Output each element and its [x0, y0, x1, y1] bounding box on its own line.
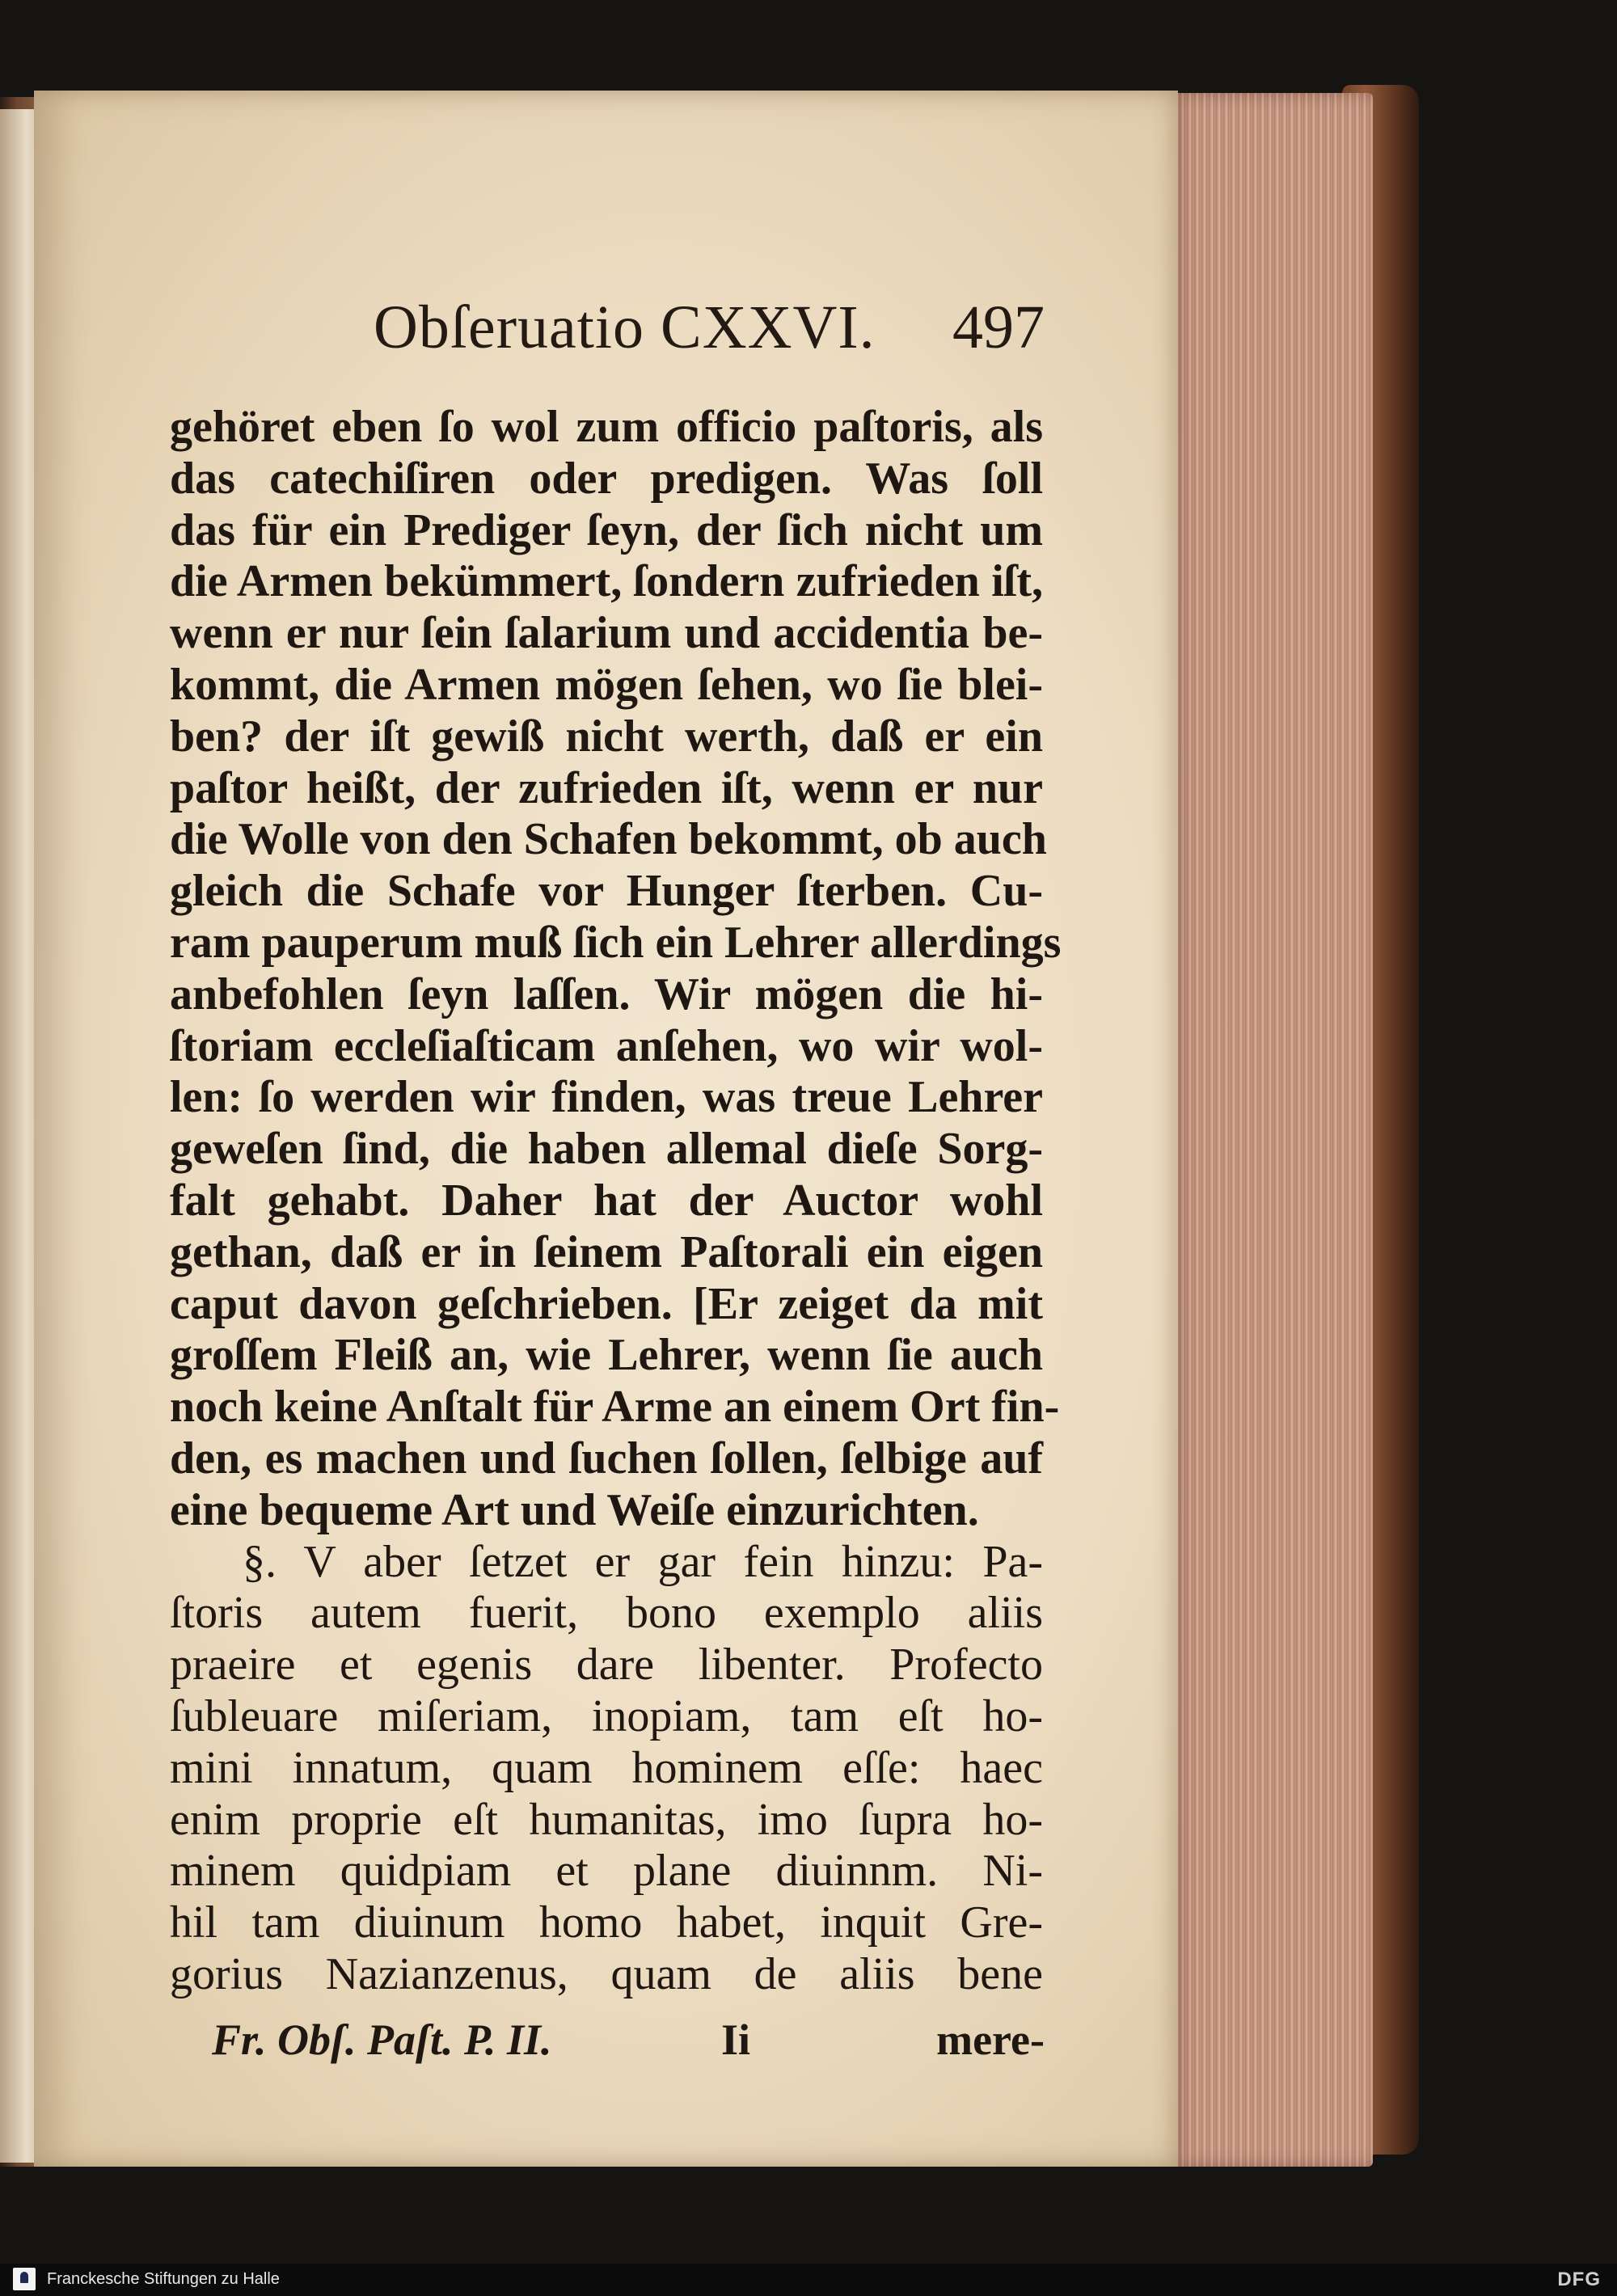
text-line: ram pauperum muß ſich ein Lehrer allerdings — [170, 917, 1062, 968]
body-text — [170, 402, 1062, 2001]
text-line: hil tam diuinum homo habet, inquit Gre- — [170, 1897, 1043, 1948]
text-line: eine bequeme Art und Weiſe einzurichten. — [170, 1484, 979, 1535]
text-line: caput davon geſchrieben. [Er zeiget da mit — [170, 1278, 1043, 1329]
text-line: ſubleuare miſeriam, inopiam, tam eſt ho- — [170, 1690, 1043, 1741]
bottom-bar — [0, 2264, 1617, 2296]
text-line: praeire et egenis dare libenter. Profecto — [170, 1640, 1043, 1690]
page-number: 497 — [952, 293, 1045, 361]
text-line: mini innatum, quam hominem eſſe: haec — [170, 1742, 1043, 1793]
institution-name: Franckesche Stiftungen zu Halle — [47, 2270, 280, 2288]
dfg-logo: DFG — [1557, 2269, 1601, 2290]
text-line: den, es machen und ſuchen ſollen, ſelbige auf — [170, 1433, 1043, 1484]
page-header — [374, 293, 1045, 361]
text-line: ben? der iſt gewiß nicht werth, daß er ein — [170, 711, 1043, 762]
text-line: paſtor heißt, der zufrieden iſt, wenn er nur — [170, 762, 1043, 813]
text-line: die Armen bekümmert, ſondern zufrieden iſt, — [170, 556, 1043, 607]
text-line: gleich die Schafe vor Hunger ſterben. Cu- — [170, 866, 1043, 917]
text-line: gorius Nazianzenus, quam de aliis bene — [170, 1948, 1043, 1999]
running-title: Obſeruatio CXXVI. — [374, 293, 876, 361]
text-line: falt gehabt. Daher hat der Auctor wohl — [170, 1175, 1043, 1226]
text-line: ſtoris autem fuerit, bono exemplo aliis — [170, 1588, 1043, 1639]
catchword: mere- — [936, 2015, 1045, 2064]
text-line: enim proprie eſt humanitas, imo ſupra ho- — [170, 1794, 1043, 1845]
text-line: wenn er nur ſein ſalarium und accidentia be- — [170, 608, 1043, 659]
text-line: §. V aber ſetzet er gar fein hinzu: Pa- — [243, 1536, 1043, 1587]
footer-signature: Fr. Obſ. Paſt. P. II. — [212, 2015, 552, 2064]
text-line: gethan, daß er in ſeinem Paſtorali ein eigen — [170, 1226, 1043, 1277]
text-line: das für ein Prediger ſeyn, der ſich nicht um — [170, 504, 1043, 555]
text-line: minem quidpiam et plane diuinnm. Ni- — [170, 1846, 1043, 1897]
text-line: len: ſo werden wir finden, was treue Lehrer — [170, 1072, 1043, 1123]
text-line: das catechiſiren oder predigen. Was ſoll — [170, 453, 1043, 504]
sheet-signature: Ii — [721, 2015, 751, 2064]
text-line: anbefohlen ſeyn laſſen. Wir mögen die hi- — [170, 969, 1043, 1019]
institution-logo-icon — [13, 2268, 36, 2290]
text-line: ſtoriam eccleſiaſticam anſehen, wo wir wol- — [170, 1020, 1043, 1071]
text-line: kommt, die Armen mögen ſehen, wo ſie blei- — [170, 659, 1043, 710]
book-page — [34, 91, 1178, 2167]
text-line: geweſen ſind, die haben allemal dieſe Sorg- — [170, 1124, 1043, 1175]
page-footer — [212, 2015, 1045, 2071]
left-page-edge — [0, 109, 37, 2163]
text-line: gehöret eben ſo wol zum officio paſtoris, als — [170, 402, 1043, 452]
page-edges — [1171, 93, 1373, 2167]
text-line: noch keine Anſtalt für Arme an einem Ort fin- — [170, 1382, 1060, 1433]
text-line: die Wolle von den Schafen bekommt, ob auch — [170, 814, 1047, 865]
text-line: groſſem Fleiß an, wie Lehrer, wenn ſie auch — [170, 1330, 1043, 1381]
